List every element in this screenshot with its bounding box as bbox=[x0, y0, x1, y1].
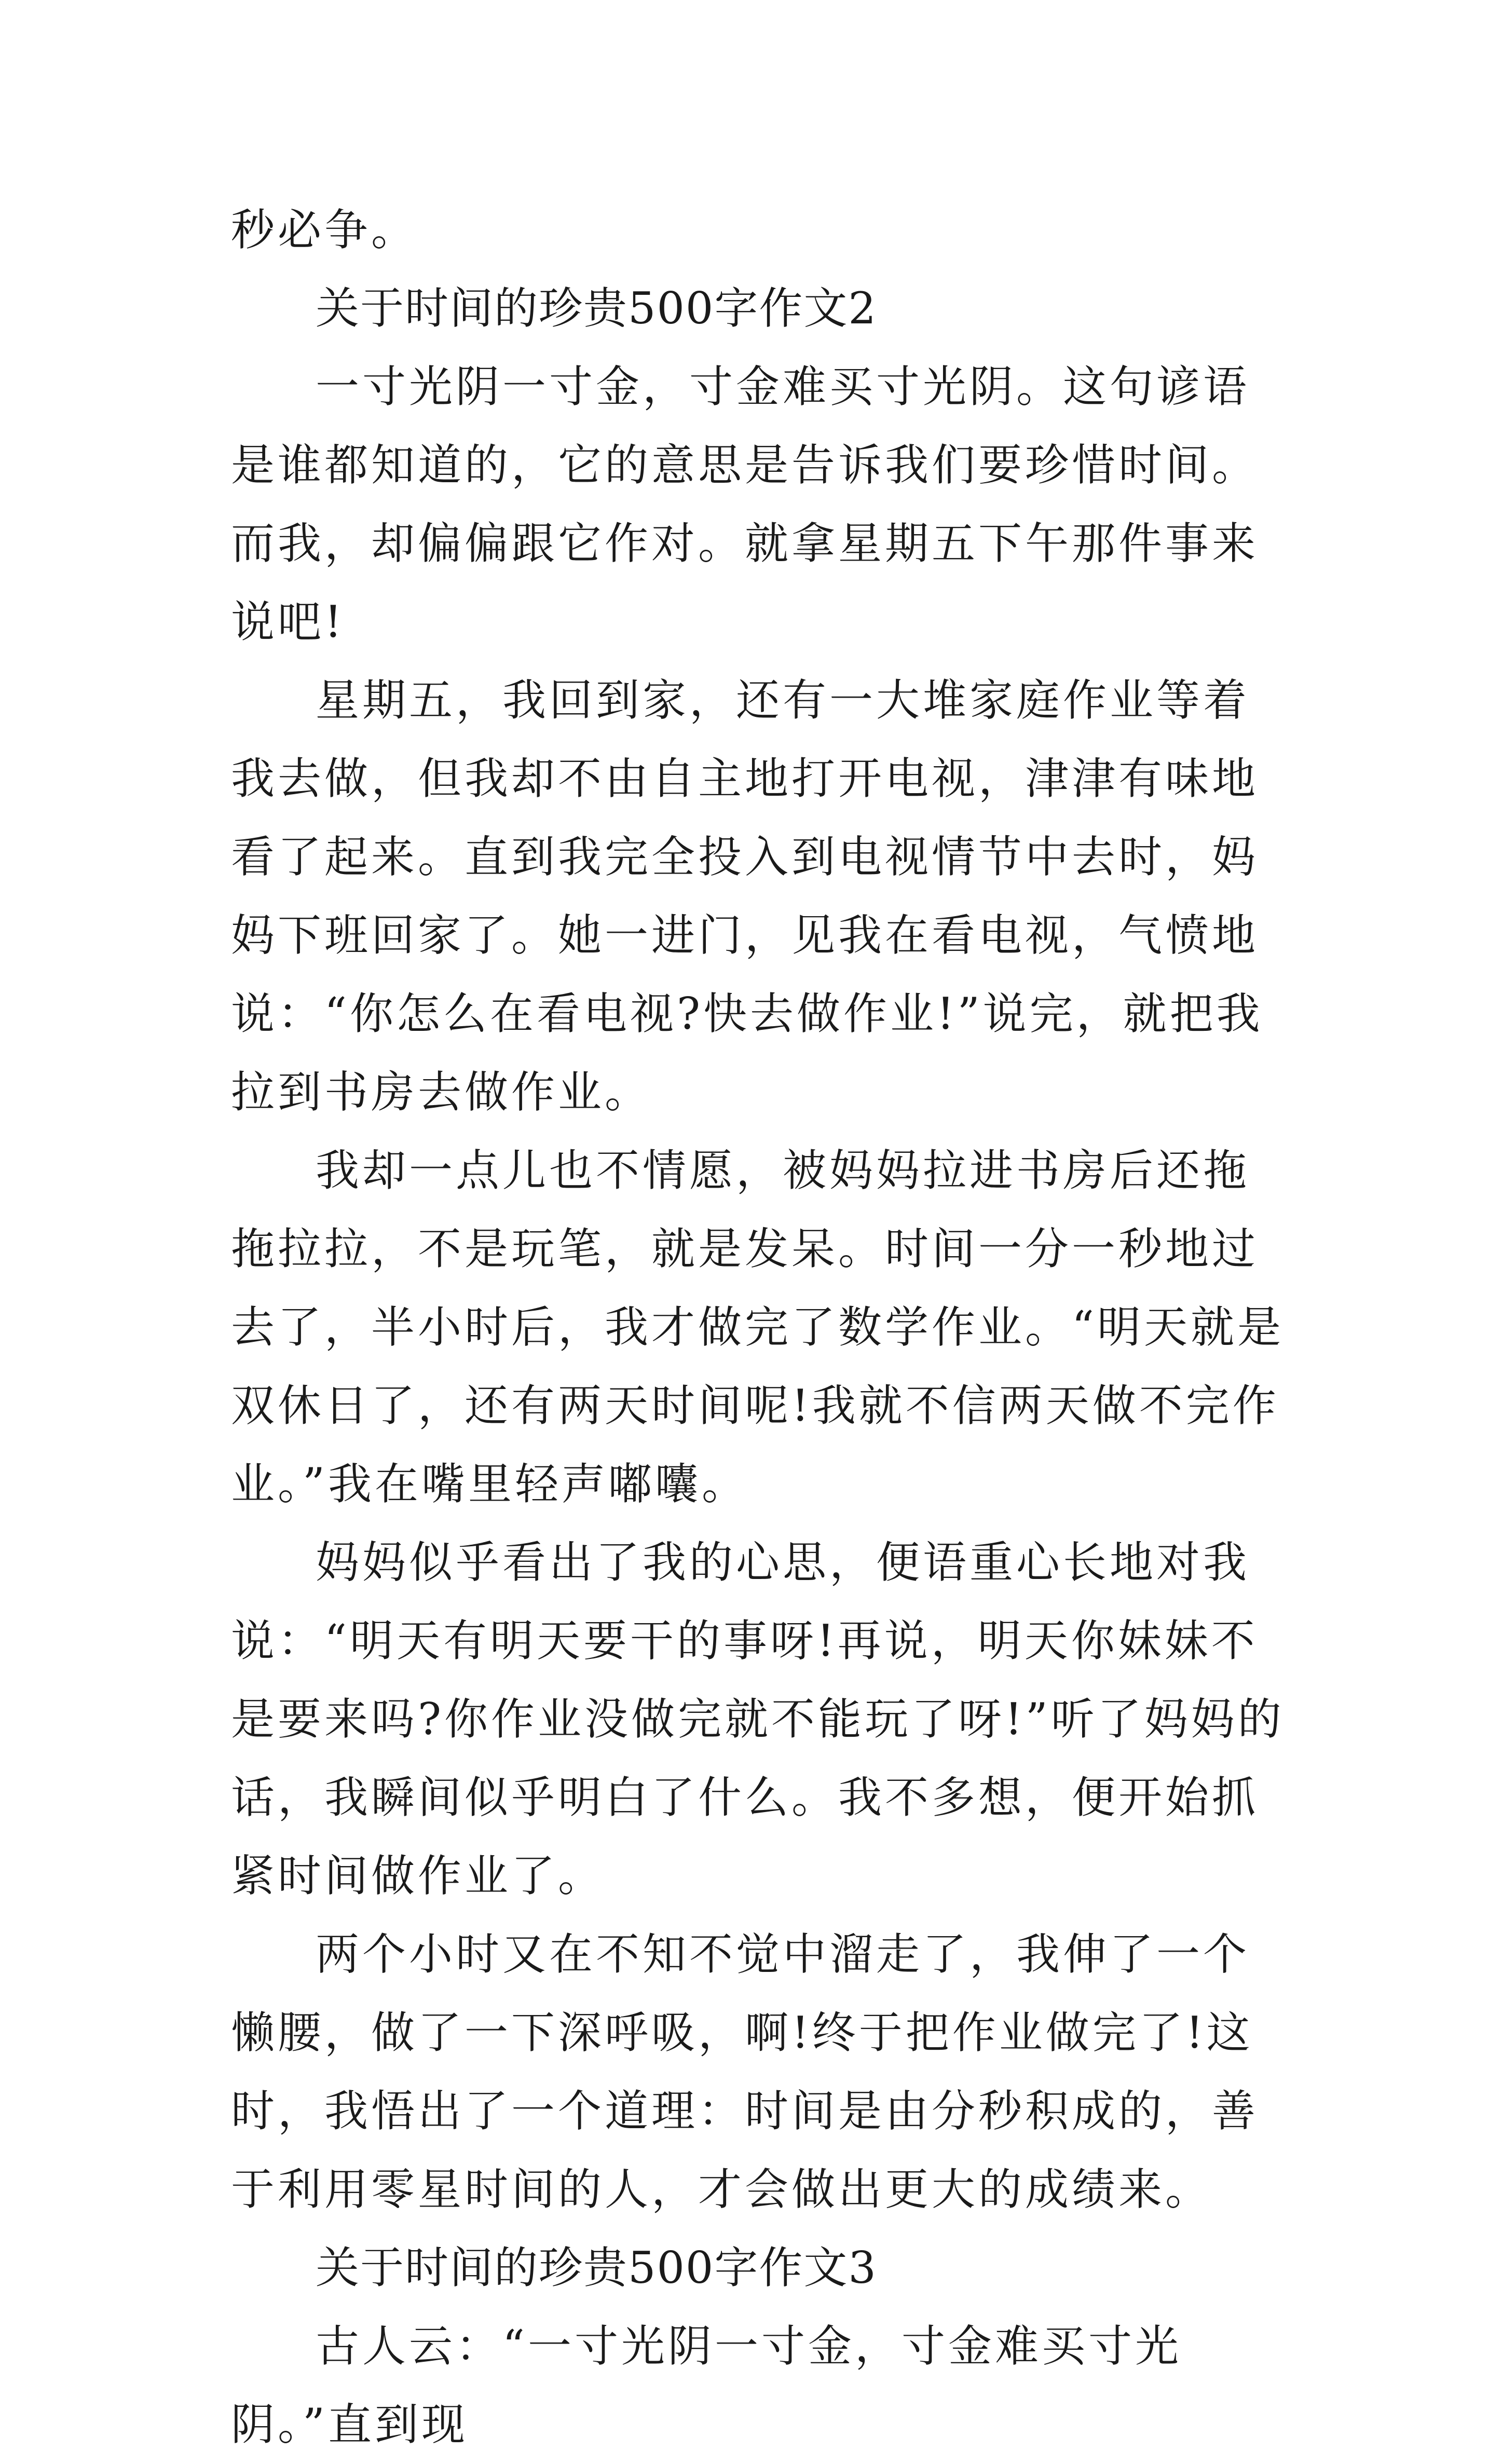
paragraph-continuation: 秒必争。 bbox=[231, 205, 418, 255]
essay-heading-2: 关于时间的珍贵500字作文2 bbox=[316, 283, 877, 334]
paragraph: 星期五，我回到家，还有一大堆家庭作业等着我去做，但我却不由自主地打开电视，津津有味地看了起来。直到我完全投入到电视情节中去时，妈妈下班回家了。她一进门，见我在看电视，气愤地说：“你怎么在看电视?快去做作业!”说完，就把我拉到书房去做作业。 bbox=[231, 675, 1263, 1118]
paragraph: 我却一点儿也不情愿，被妈妈拉进书房后还拖拖拉拉，不是玩笔，就是发呆。时间一分一秒地过去了，半小时后，我才做完了数学作业。“明天就是双休日了，还有两天时间呢!我就不信两天做不完作业。”我在嘴里轻声嘟囔。 bbox=[231, 1145, 1284, 1509]
paragraph: 两个小时又在不知不觉中溜走了，我伸了一个懒腰，做了一下深呼吸，啊!终于把作业做完了!这时，我悟出了一个道理：时间是由分秒积成的，善于利用零星时间的人，才会做出更大的成绩来。 bbox=[231, 1929, 1259, 2215]
paragraph: 古人云：“一寸光阴一寸金，寸金难买寸光阴。”直到现 bbox=[231, 2321, 1182, 2450]
document-body bbox=[231, 191, 1290, 2464]
paragraph: 妈妈似乎看出了我的心思，便语重心长地对我说：“明天有明天要干的事呀!再说，明天你妹妹不是要来吗?你作业没做完就不能玩了呀!”听了妈妈的话，我瞬间似乎明白了什么。我不多想，便开始抓紧时间做作业了。 bbox=[231, 1537, 1285, 1901]
essay-heading-3: 关于时间的珍贵500字作文3 bbox=[316, 2242, 877, 2293]
paragraph: 一寸光阴一寸金，寸金难买寸光阴。这句谚语是谁都知道的，它的意思是告诉我们要珍惜时间。而我，却偏偏跟它作对。就拿星期五下午那件事来说吧! bbox=[231, 361, 1259, 647]
